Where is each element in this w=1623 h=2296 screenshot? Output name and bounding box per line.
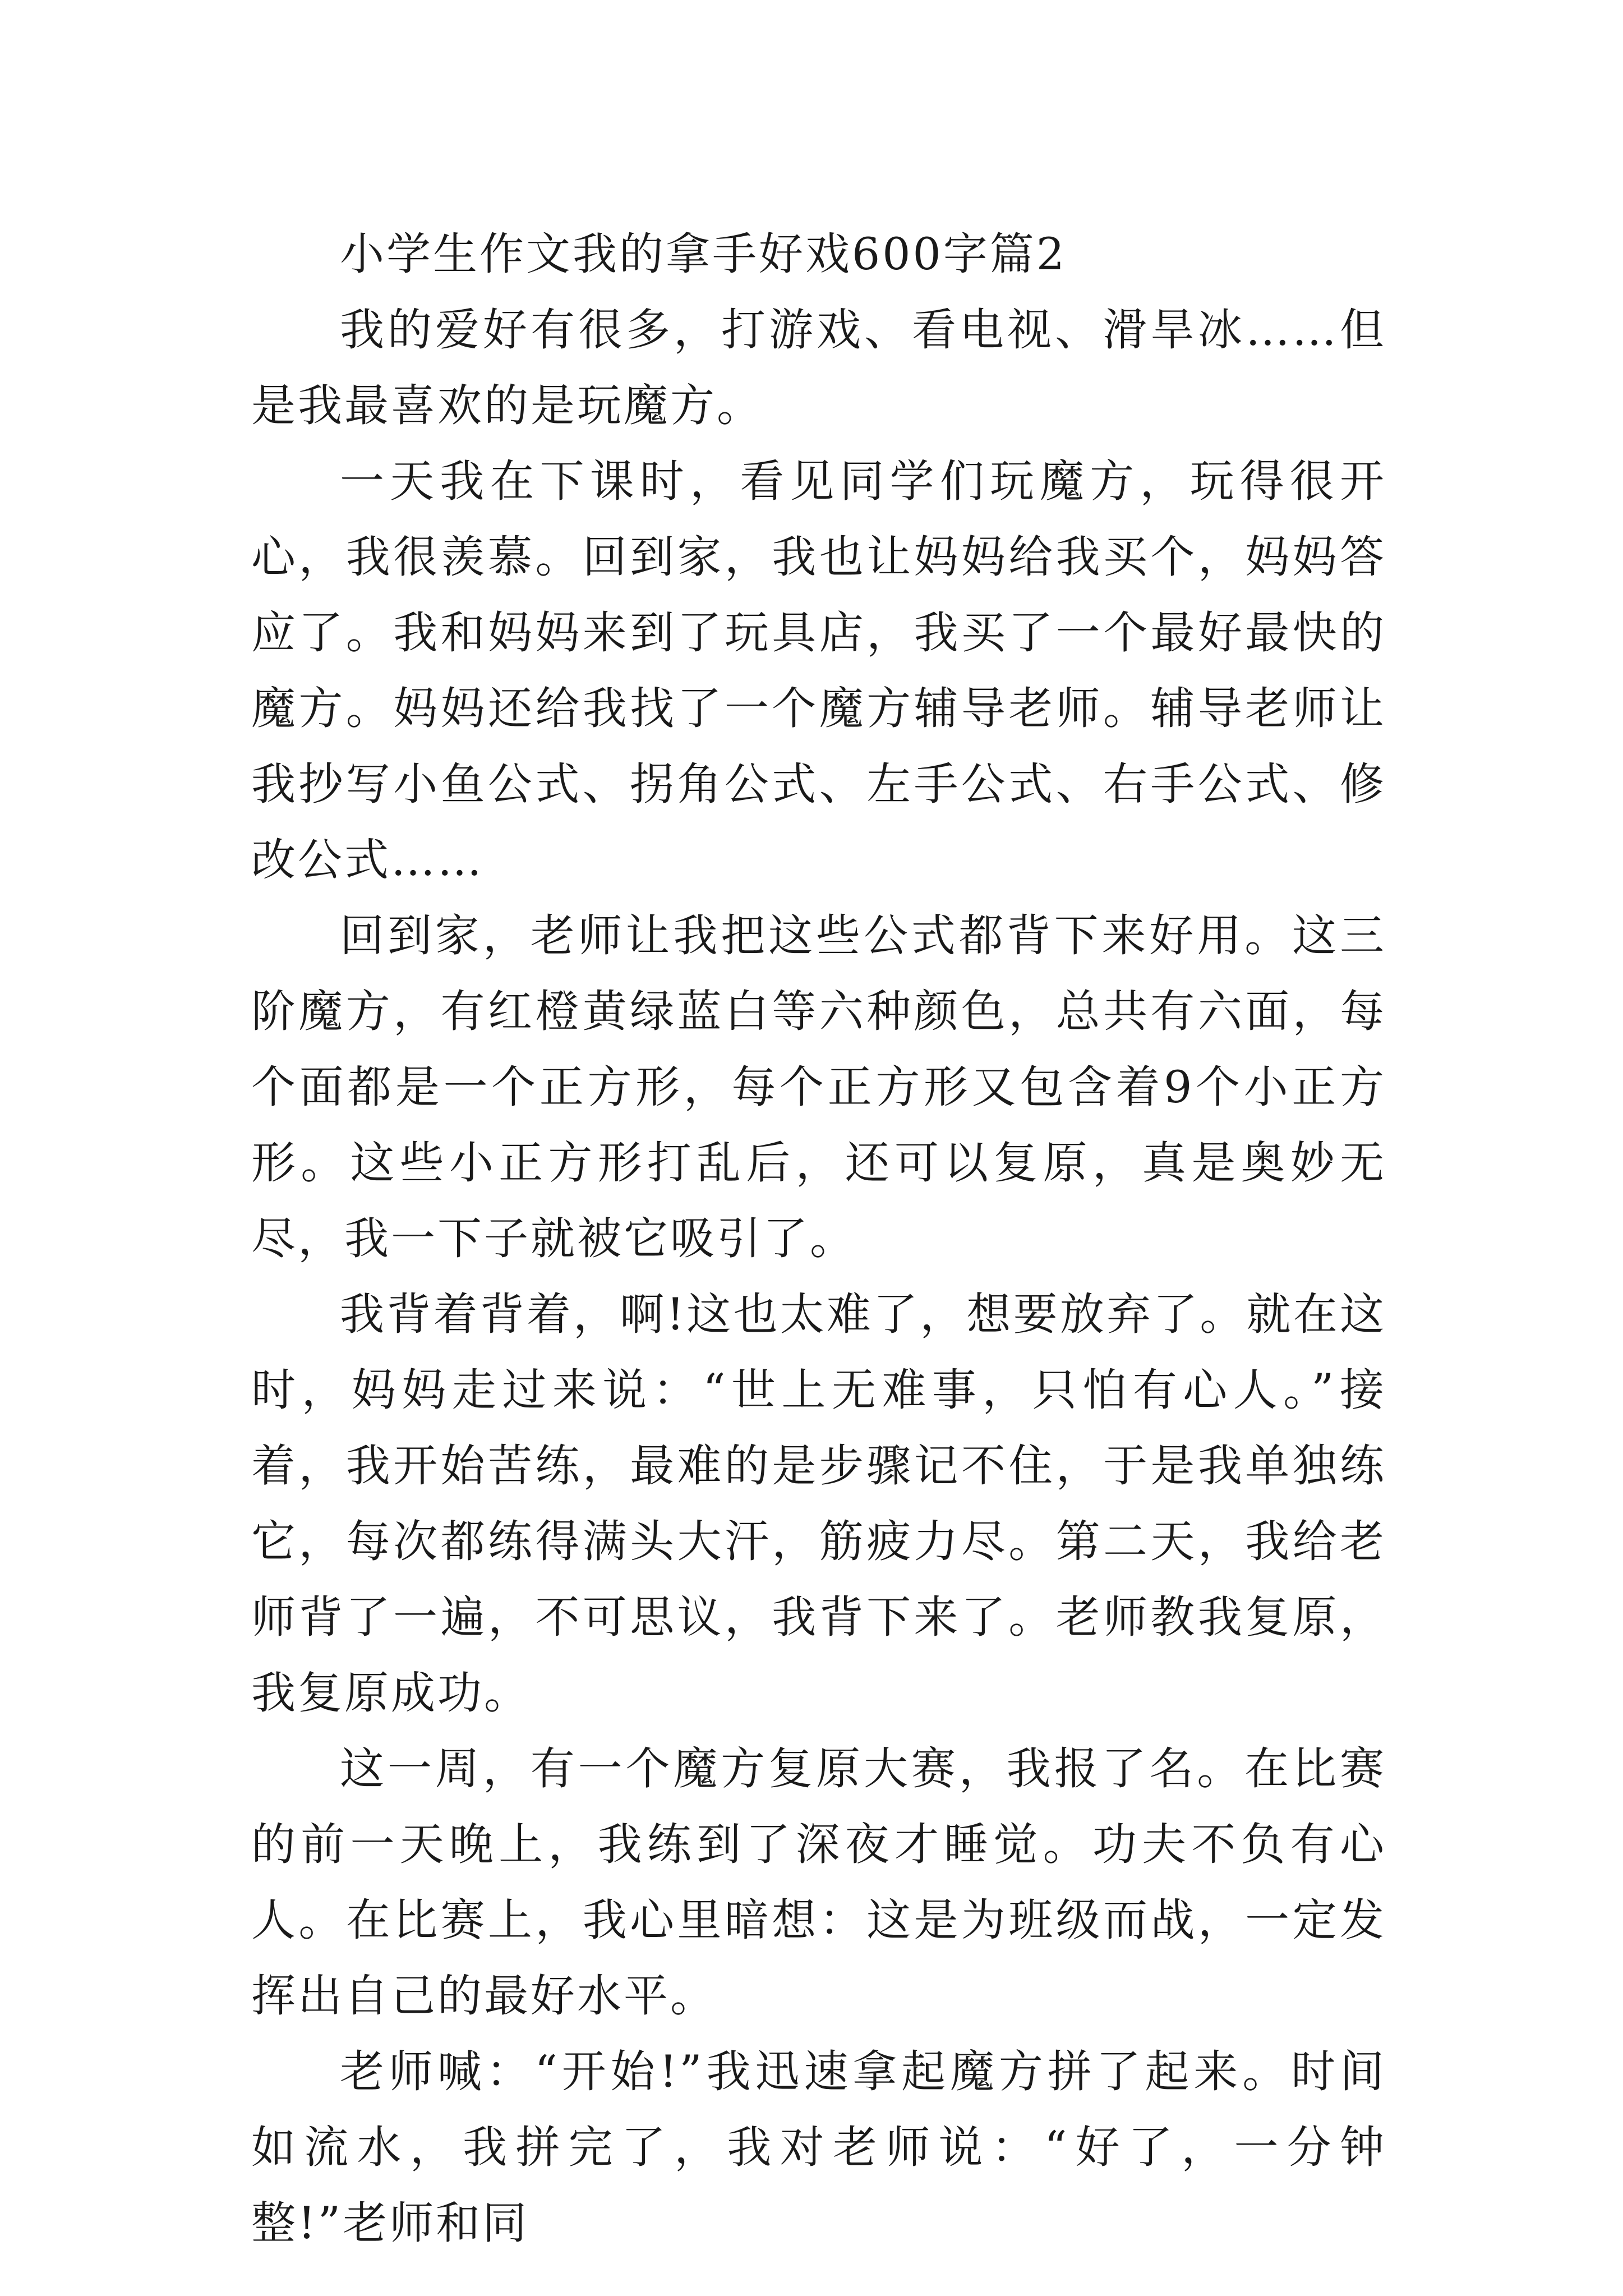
document-title: 小学生作文我的拿手好戏600字篇2 — [340, 228, 1067, 280]
document-body — [251, 217, 1386, 2261]
paragraph-5: 这一周，有一个魔方复原大赛，我报了名。在比赛的前一天晚上，我练到了深夜才睡觉。功夫不负有心人。在比赛上，我心里暗想：这是为班级而战，一定发挥出自己的最好水平。 — [251, 1743, 1386, 2022]
paragraph-4: 我背着背着，啊!这也太难了，想要放弃了。就在这时，妈妈走过来说：“世上无难事，只怕有心人。”接着，我开始苦练，最难的是步骤记不住，于是我单独练它，每次都练得满头大汗，筋疲力尽。第二天，我给老师背了一遍，不可思议，我背下来了。老师教我复原，我复原成功。 — [251, 1289, 1386, 1719]
paragraph-2: 一天我在下课时，看见同学们玩魔方，玩得很开心，我很羡慕。回到家，我也让妈妈给我买个，妈妈答应了。我和妈妈来到了玩具店，我买了一个最好最快的魔方。妈妈还给我找了一个魔方辅导老师。辅导老师让我抄写小鱼公式、拐角公式、左手公式、右手公式、修改公式…… — [251, 455, 1386, 886]
paragraph-1: 我的爱好有很多，打游戏、看电视、滑旱冰……但是我最喜欢的是玩魔方。 — [251, 304, 1386, 431]
paragraph-3: 回到家，老师让我把这些公式都背下来好用。这三阶魔方，有红橙黄绿蓝白等六种颜色，总共有六面，每个面都是一个正方形，每个正方形又包含着9个小正方形。这些小正方形打乱后，还可以复原，真是奥妙无尽，我一下子就被它吸引了。 — [251, 910, 1386, 1264]
paragraph-6: 老师喊：“开始!”我迅速拿起魔方拼了起来。时间如流水，我拼完了，我对老师说：“好了，一分钟整!”老师和同 — [251, 2046, 1386, 2249]
